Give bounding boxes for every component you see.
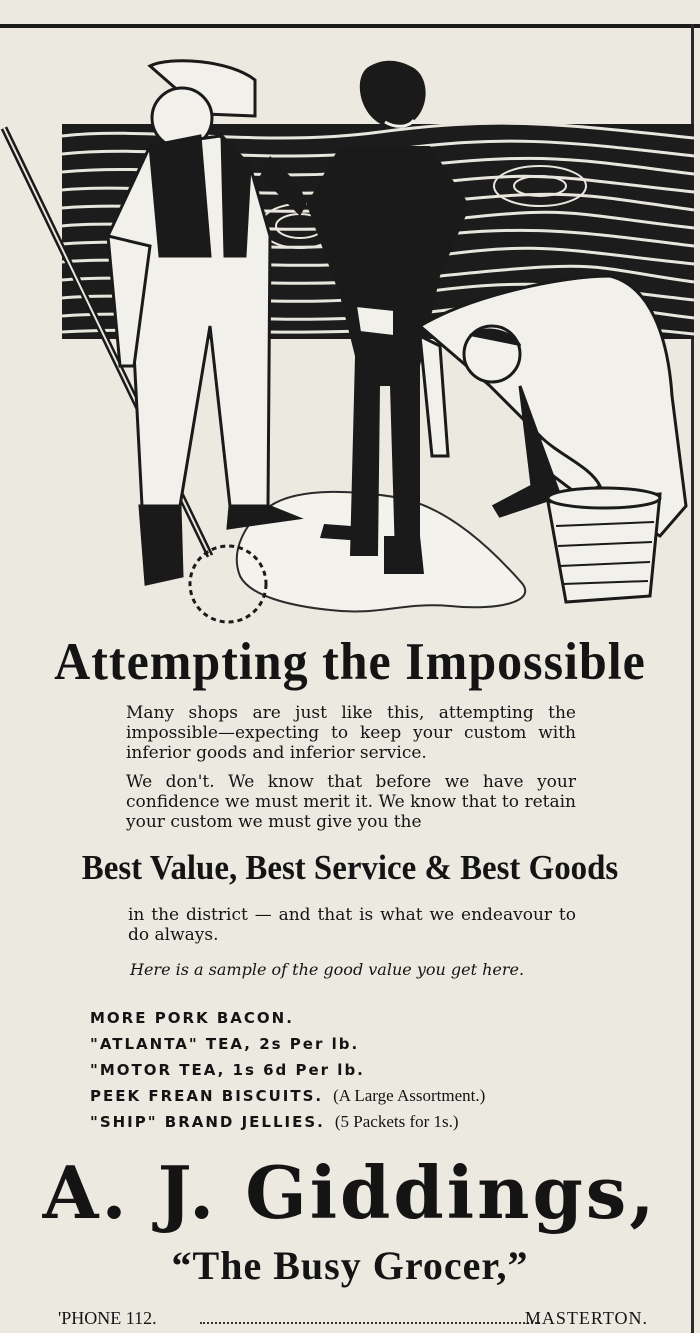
product-item: [90, 1031, 650, 1057]
product-item: [90, 1109, 650, 1135]
merchant-name: A. J. Giddings,: [42, 1150, 658, 1235]
product-item: [90, 1057, 650, 1083]
product-note: (5 Packets for 1s.): [334, 1112, 459, 1131]
sample-intro-line: Here is a sample of the good value you get here.: [130, 960, 525, 979]
phone-number: 'PHONE 112.: [58, 1308, 157, 1328]
value-subheading: Best Value, Best Service & Best Goods: [81, 848, 619, 887]
ad-headline: Attempting the Impossible: [54, 631, 646, 691]
product-name: "ATLANTA" TEA, 2s Per lb.: [90, 1035, 360, 1053]
town-name: MASTERTON.: [524, 1308, 648, 1328]
product-list: [90, 1005, 650, 1135]
product-note: (A Large Assortment.): [333, 1086, 486, 1105]
contact-footer: [58, 1308, 648, 1332]
product-name: MORE PORK BACON.: [90, 1009, 294, 1027]
bucket-icon: [548, 488, 660, 602]
product-name: PEEK FREAN BISCUITS.: [90, 1087, 324, 1105]
intro-paragraph: Many shops are just like this, attempting the impossible—expecting to keep your custom with inferior goods and inferior service.: [126, 703, 576, 763]
product-name: "SHIP" BRAND JELLIES.: [90, 1113, 325, 1131]
cartoon-illustration: [0, 36, 700, 626]
district-paragraph: in the district — and that is what we endeavour to do always.: [128, 905, 576, 945]
dotted-leader: [200, 1322, 540, 1324]
promise-paragraph: We don't. We know that before we have your confidence we must merit it. We know that to retain your custom we must give you the: [126, 772, 576, 832]
product-name: "MOTOR TEA, 1s 6d Per lb.: [90, 1061, 365, 1079]
product-item: [90, 1005, 650, 1031]
product-item: [90, 1083, 650, 1109]
top-border-rule: [0, 24, 700, 28]
merchant-tagline: “The Busy Grocer,”: [171, 1243, 529, 1288]
